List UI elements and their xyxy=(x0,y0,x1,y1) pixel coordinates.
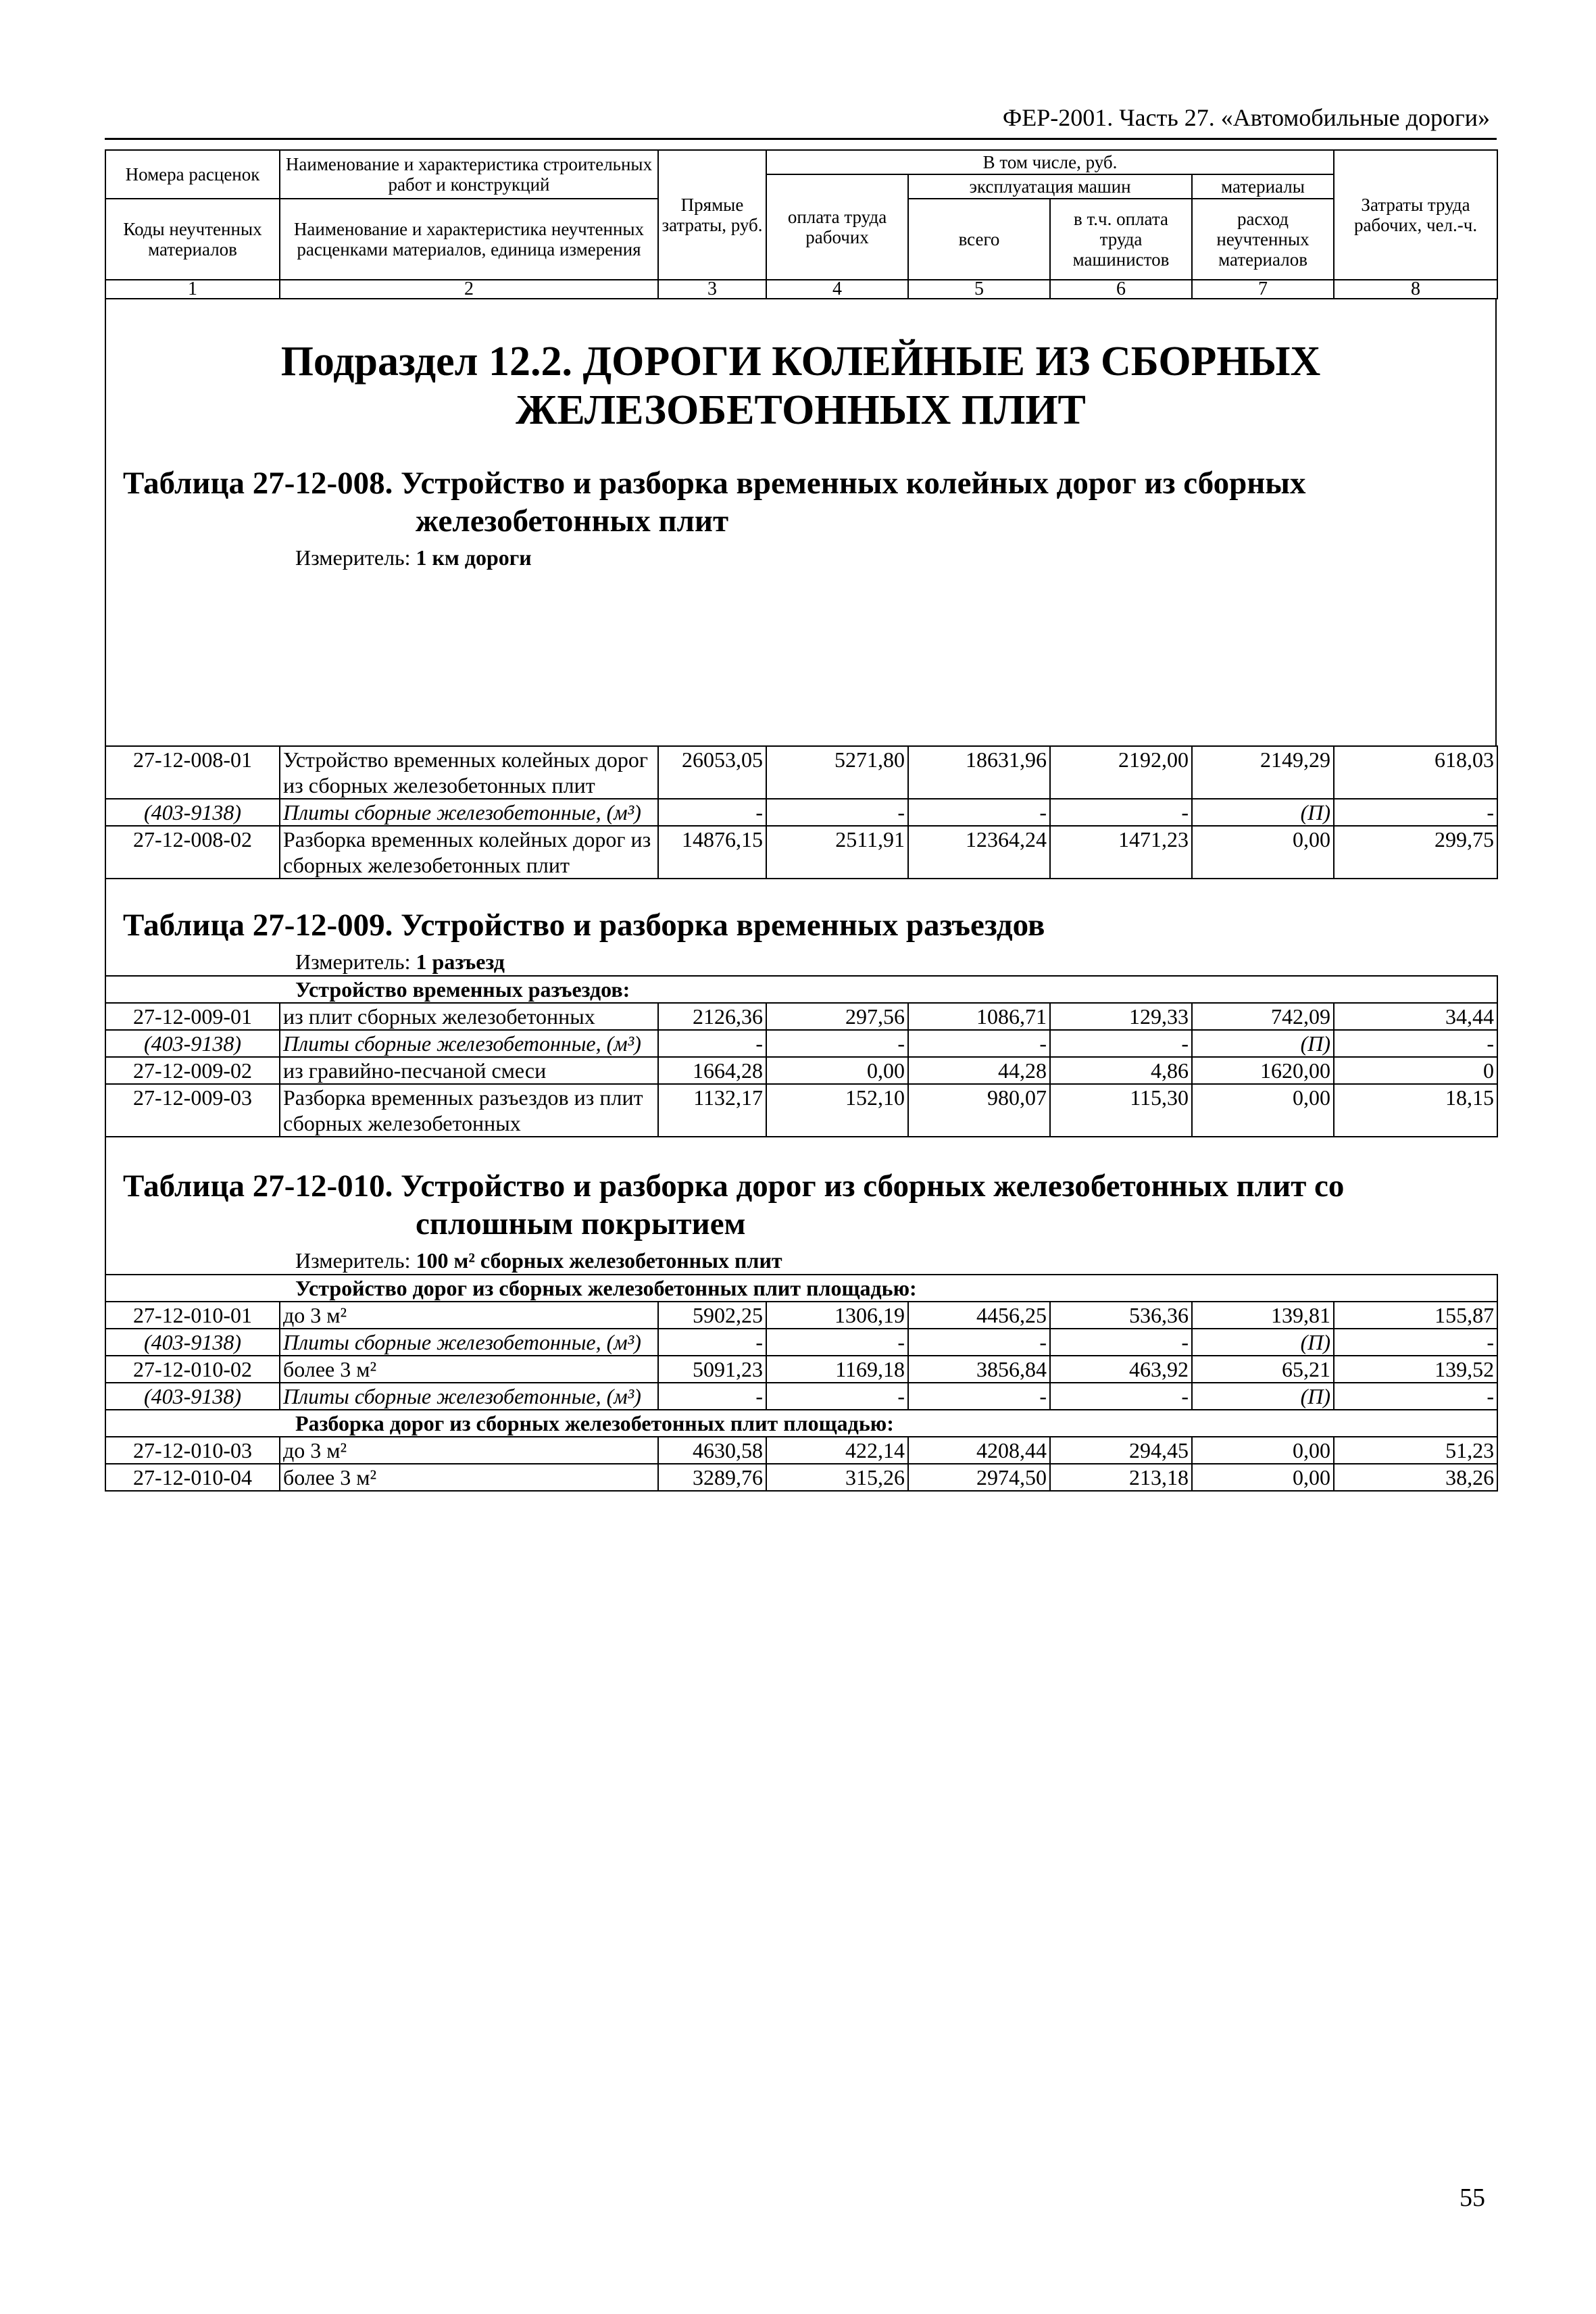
labor-costs-value: 299,75 xyxy=(1334,826,1497,879)
material-code: (403-9138) xyxy=(105,1383,280,1410)
direct-costs-value: 5091,23 xyxy=(658,1356,766,1383)
header-including: В том числе, руб. xyxy=(766,150,1334,174)
labor-pay-value: 315,26 xyxy=(766,1464,908,1491)
machines-total-value: 1086,71 xyxy=(908,1003,1050,1030)
work-name: более 3 м² xyxy=(280,1464,658,1491)
table-009-header xyxy=(105,879,1497,975)
material-value: - xyxy=(658,1030,766,1057)
material-value: - xyxy=(908,1030,1050,1057)
material-value: - xyxy=(658,1383,766,1410)
column-number: 6 xyxy=(1050,280,1192,299)
table-008 xyxy=(105,745,1498,879)
materials-value: 0,00 xyxy=(1192,1084,1334,1137)
column-number: 5 xyxy=(908,280,1050,299)
machinist-pay-value: 115,30 xyxy=(1050,1084,1192,1137)
rate-code: 27-12-010-02 xyxy=(105,1356,280,1383)
table-row xyxy=(105,1003,1497,1030)
material-name: Плиты сборные железобетонные, (м³) xyxy=(280,1383,658,1410)
labor-costs-value: 155,87 xyxy=(1334,1302,1497,1329)
table-010-title xyxy=(106,1167,1497,1243)
machines-total-value: 980,07 xyxy=(908,1084,1050,1137)
table-008-measure xyxy=(106,544,1495,571)
running-head: ФЕР-2001. Часть 27. «Автомобильные дороги» xyxy=(1002,104,1490,131)
machines-total-value: 18631,96 xyxy=(908,746,1050,799)
materials-value: 2149,29 xyxy=(1192,746,1334,799)
measure-unit: 100 м² сборных железобетонных плит xyxy=(416,1248,782,1273)
column-number: 3 xyxy=(658,280,766,299)
material-value: - xyxy=(1334,799,1497,826)
column-number: 8 xyxy=(1334,280,1497,299)
direct-costs-value: 14876,15 xyxy=(658,826,766,879)
labor-pay-value: 297,56 xyxy=(766,1003,908,1030)
column-number: 4 xyxy=(766,280,908,299)
direct-costs-value: 3289,76 xyxy=(658,1464,766,1491)
header-direct-costs: Прямые затраты, руб. xyxy=(658,150,766,280)
table-title-line: железобетонных плит xyxy=(416,503,729,539)
materials-value: 0,00 xyxy=(1192,826,1334,879)
subsection-title-line: Подраздел 12.2. ДОРОГИ КОЛЕЙНЫЕ ИЗ СБОРНЫХ xyxy=(280,339,1321,385)
group-row xyxy=(105,1275,1497,1302)
material-value: (П) xyxy=(1192,1030,1334,1057)
machinist-pay-value: 213,18 xyxy=(1050,1464,1192,1491)
work-name: из плит сборных железобетонных xyxy=(280,1003,658,1030)
measure-label: Измеритель: xyxy=(295,950,416,974)
rate-code: 27-12-008-02 xyxy=(105,826,280,879)
material-row xyxy=(105,1030,1497,1057)
work-name: Устройство временных колейных дорог из сборных железобетонных плит xyxy=(280,746,658,799)
work-name: до 3 м² xyxy=(280,1302,658,1329)
material-value: - xyxy=(1334,1030,1497,1057)
table-008-title xyxy=(106,464,1495,540)
group-row xyxy=(105,1410,1497,1437)
material-value: - xyxy=(766,799,908,826)
header-rule xyxy=(105,138,1497,140)
header-rate-numbers: Номера расценок xyxy=(105,150,280,199)
section-frame xyxy=(105,299,1497,745)
material-value: (П) xyxy=(1192,1329,1334,1356)
labor-costs-value: 38,26 xyxy=(1334,1464,1497,1491)
machinist-pay-value: 4,86 xyxy=(1050,1057,1192,1084)
table-title-line: сплошным покрытием xyxy=(416,1206,746,1241)
header-machines-total: всего xyxy=(908,199,1050,280)
materials-value: 139,81 xyxy=(1192,1302,1334,1329)
table-009-measure xyxy=(106,948,1497,975)
rate-code: 27-12-009-01 xyxy=(105,1003,280,1030)
rate-code: 27-12-010-04 xyxy=(105,1464,280,1491)
subsection-title xyxy=(106,299,1495,435)
table-010-measure xyxy=(106,1247,1497,1274)
material-row xyxy=(105,1329,1497,1356)
header-work-name: Наименование и характеристика строительных работ и конструкций xyxy=(280,150,658,199)
column-number: 2 xyxy=(280,280,658,299)
material-value: - xyxy=(1334,1383,1497,1410)
material-row xyxy=(105,799,1497,826)
work-name: Разборка временных разъездов из плит сборных железобетонных xyxy=(280,1084,658,1137)
machines-total-value: 4456,25 xyxy=(908,1302,1050,1329)
table-010 xyxy=(105,1274,1498,1492)
labor-costs-value: 18,15 xyxy=(1334,1084,1497,1137)
direct-costs-value: 2126,36 xyxy=(658,1003,766,1030)
machines-total-value: 3856,84 xyxy=(908,1356,1050,1383)
material-value: - xyxy=(1334,1329,1497,1356)
material-value: - xyxy=(1050,1383,1192,1410)
material-value: (П) xyxy=(1192,799,1334,826)
material-value: - xyxy=(1050,1030,1192,1057)
column-number-row xyxy=(105,280,1497,299)
rate-code: 27-12-010-03 xyxy=(105,1437,280,1464)
material-name: Плиты сборные железобетонные, (м³) xyxy=(280,799,658,826)
material-value: - xyxy=(766,1383,908,1410)
material-value: - xyxy=(766,1329,908,1356)
document-page xyxy=(105,101,1497,1492)
direct-costs-value: 1664,28 xyxy=(658,1057,766,1084)
measure-label: Измеритель: xyxy=(295,1248,416,1273)
labor-pay-value: 2511,91 xyxy=(766,826,908,879)
labor-costs-value: 0 xyxy=(1334,1057,1497,1084)
material-value: - xyxy=(658,1329,766,1356)
header-material-name: Наименование и характеристика неучтенных расценками материалов, единица измерения xyxy=(280,199,658,280)
header-materials-usage: расход неучтенных материалов xyxy=(1192,199,1334,280)
material-name: Плиты сборные железобетонные, (м³) xyxy=(280,1030,658,1057)
material-row xyxy=(105,1383,1497,1410)
table-row xyxy=(105,1437,1497,1464)
table-row xyxy=(105,1464,1497,1491)
group-row xyxy=(105,976,1497,1003)
labor-pay-value: 422,14 xyxy=(766,1437,908,1464)
direct-costs-value: 1132,17 xyxy=(658,1084,766,1137)
work-name: до 3 м² xyxy=(280,1437,658,1464)
column-header-table xyxy=(105,149,1498,299)
table-009 xyxy=(105,975,1498,1137)
machinist-pay-value: 294,45 xyxy=(1050,1437,1192,1464)
material-code: (403-9138) xyxy=(105,1030,280,1057)
direct-costs-value: 4630,58 xyxy=(658,1437,766,1464)
group-heading: Устройство дорог из сборных железобетонных плит площадью: xyxy=(105,1275,1497,1302)
header-labor-costs: Затраты труда рабочих, чел.-ч. xyxy=(1334,150,1497,280)
header-machinist-pay: в т.ч. оплата труда машинистов xyxy=(1050,199,1192,280)
labor-pay-value: 1306,19 xyxy=(766,1302,908,1329)
material-value: - xyxy=(908,799,1050,826)
table-row xyxy=(105,746,1497,799)
group-heading: Устройство временных разъездов: xyxy=(105,976,1497,1003)
machinist-pay-value: 129,33 xyxy=(1050,1003,1192,1030)
machines-total-value: 12364,24 xyxy=(908,826,1050,879)
measure-unit: 1 разъезд xyxy=(416,950,505,974)
measure-label: Измеритель: xyxy=(295,545,416,570)
materials-value: 0,00 xyxy=(1192,1437,1334,1464)
table-009-title: Таблица 27-12-009. Устройство и разборка временных разъездов xyxy=(123,908,1045,943)
rate-code: 27-12-009-03 xyxy=(105,1084,280,1137)
materials-value: 1620,00 xyxy=(1192,1057,1334,1084)
table-row xyxy=(105,1302,1497,1329)
material-value: - xyxy=(1050,1329,1192,1356)
machinist-pay-value: 536,36 xyxy=(1050,1302,1192,1329)
table-row xyxy=(105,826,1497,879)
machinist-pay-value: 463,92 xyxy=(1050,1356,1192,1383)
direct-costs-value: 26053,05 xyxy=(658,746,766,799)
material-code: (403-9138) xyxy=(105,1329,280,1356)
table-row xyxy=(105,1084,1497,1137)
material-code: (403-9138) xyxy=(105,799,280,826)
materials-value: 0,00 xyxy=(1192,1464,1334,1491)
materials-value: 65,21 xyxy=(1192,1356,1334,1383)
work-name: из гравийно-песчаной смеси xyxy=(280,1057,658,1084)
page-number: 55 xyxy=(1460,2184,1485,2212)
table-title-line: Таблица 27-12-008. Устройство и разборка временных колейных дорог из сборных xyxy=(123,466,1306,501)
labor-pay-value: 0,00 xyxy=(766,1057,908,1084)
rate-code: 27-12-010-01 xyxy=(105,1302,280,1329)
header-labor-pay: оплата труда рабочих xyxy=(766,174,908,280)
material-value: - xyxy=(908,1329,1050,1356)
work-name: более 3 м² xyxy=(280,1356,658,1383)
material-value: - xyxy=(658,799,766,826)
rate-code: 27-12-009-02 xyxy=(105,1057,280,1084)
materials-value: 742,09 xyxy=(1192,1003,1334,1030)
machinist-pay-value: 1471,23 xyxy=(1050,826,1192,879)
column-number: 7 xyxy=(1192,280,1334,299)
material-value: (П) xyxy=(1192,1383,1334,1410)
machines-total-value: 44,28 xyxy=(908,1057,1050,1084)
header-material-codes: Коды неучтенных материалов xyxy=(105,199,280,280)
machines-total-value: 2974,50 xyxy=(908,1464,1050,1491)
subsection-title-line: ЖЕЛЕЗОБЕТОННЫХ ПЛИТ xyxy=(516,387,1086,433)
rate-code: 27-12-008-01 xyxy=(105,746,280,799)
labor-pay-value: 152,10 xyxy=(766,1084,908,1137)
labor-costs-value: 139,52 xyxy=(1334,1356,1497,1383)
group-heading: Разборка дорог из сборных железобетонных плит площадью: xyxy=(105,1410,1497,1437)
measure-unit: 1 км дороги xyxy=(416,545,532,570)
material-value: - xyxy=(766,1030,908,1057)
labor-costs-value: 618,03 xyxy=(1334,746,1497,799)
direct-costs-value: 5902,25 xyxy=(658,1302,766,1329)
machinist-pay-value: 2192,00 xyxy=(1050,746,1192,799)
labor-pay-value: 5271,80 xyxy=(766,746,908,799)
header-materials-group: материалы xyxy=(1192,174,1334,199)
labor-costs-value: 34,44 xyxy=(1334,1003,1497,1030)
table-010-header xyxy=(105,1137,1497,1274)
table-row xyxy=(105,1356,1497,1383)
column-number: 1 xyxy=(105,280,280,299)
material-value: - xyxy=(1050,799,1192,826)
table-title-line: Таблица 27-12-010. Устройство и разборка дорог из сборных железобетонных плит со xyxy=(123,1168,1345,1204)
header-machines-group: эксплуатация машин xyxy=(908,174,1192,199)
work-name: Разборка временных колейных дорог из сборных железобетонных плит xyxy=(280,826,658,879)
material-value: - xyxy=(908,1383,1050,1410)
labor-costs-value: 51,23 xyxy=(1334,1437,1497,1464)
machines-total-value: 4208,44 xyxy=(908,1437,1050,1464)
material-name: Плиты сборные железобетонные, (м³) xyxy=(280,1329,658,1356)
table-row xyxy=(105,1057,1497,1084)
labor-pay-value: 1169,18 xyxy=(766,1356,908,1383)
